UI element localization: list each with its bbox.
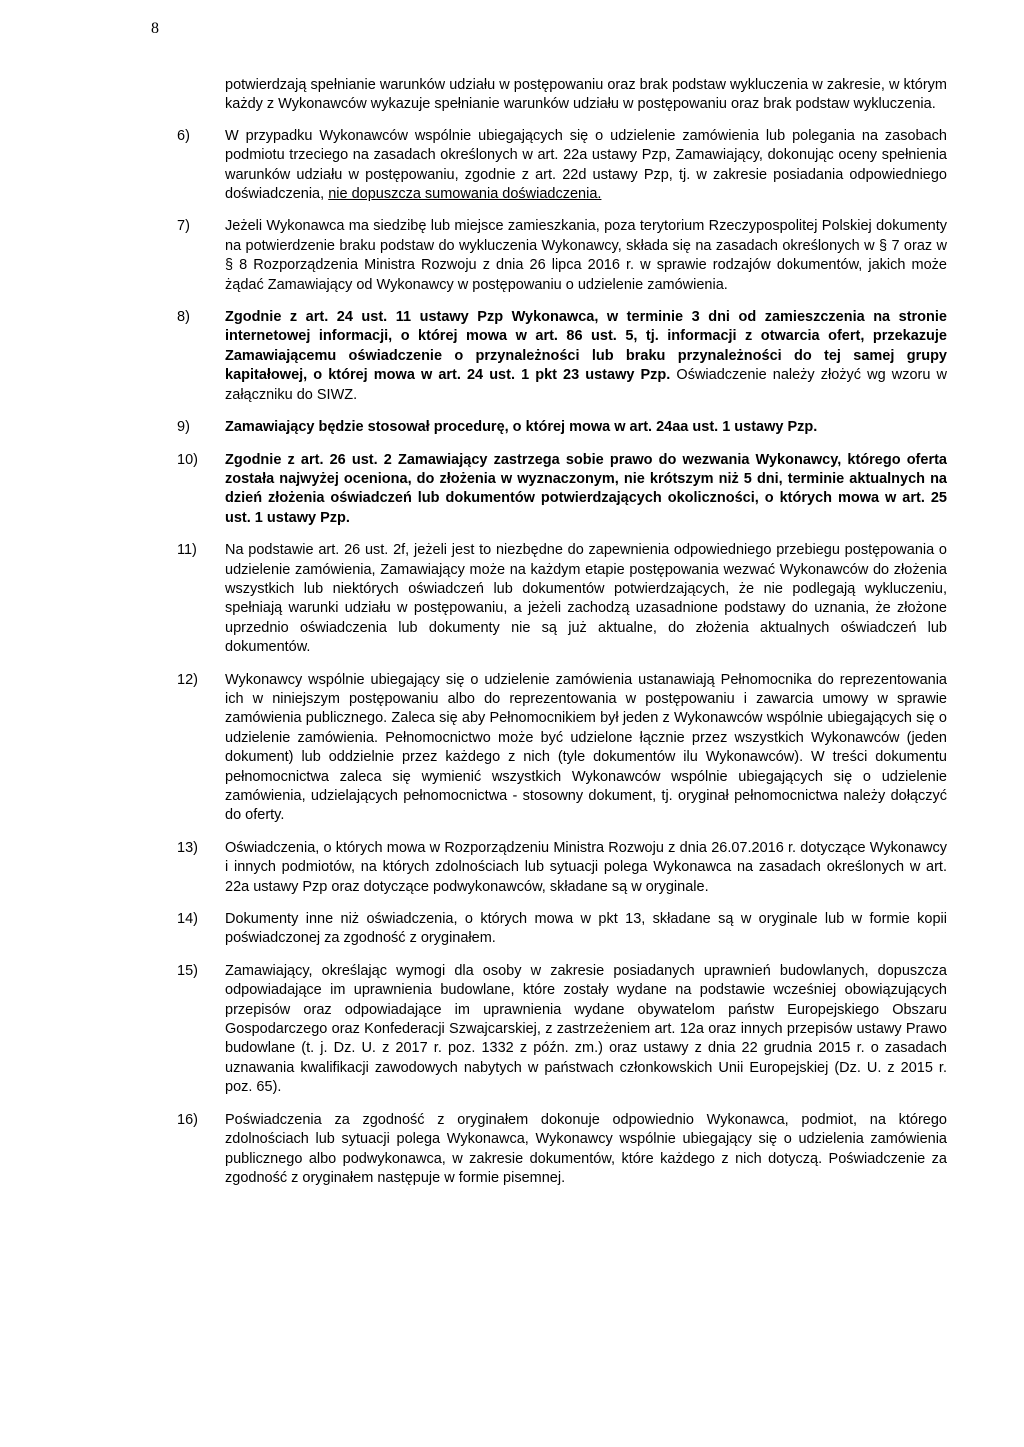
item-text-plain: Oświadczenie należy złożyć wg wzoru w załączniku do SIWZ.	[225, 367, 948, 403]
item-number: 10)	[177, 451, 198, 468]
document-body	[177, 76, 948, 1201]
item-text: Jeżeli Wykonawca ma siedzibę lub miejsce zamieszkania, poza terytorium Rzeczypospolitej Polskiej dokumenty na potwierdzenie braku podstaw do wykluczenia Wykonawcy, składa się na zasadach określonych w § 7 oraz w § 8 Rozporządzenia Ministra Rozwoju z dnia 26 lipca 2016 r. w sprawie rodzajów dokumentów, jakich może żądać Zamawiający od Wykonawcy w postępowaniu o udzielenie zamówienia.	[225, 218, 947, 293]
list-item-6	[177, 127, 947, 205]
page-number: 8	[151, 20, 159, 37]
item-number: 7)	[177, 218, 190, 235]
item-text-plain: W przypadku Wykonawców wspólnie ubiegających się o udzielenie zamówienia lub polegania na zasobach podmiotu trzeciego na zasadach określonych w art. 22a ustawy Pzp, Zamawiający, dokonując oceny spełnienia warunków udziału w postępowaniu, zgodnie z art. 22d ustawy Pzp, tj. w zakresie posiadania odpowiedniego doświadczenia,	[225, 127, 947, 203]
item-text: Dokumenty inne niż oświadczenia, o których mowa w pkt 13, składane są w oryginale lub w formie kopii poświadczonej za zgodność z oryginałem.	[225, 911, 947, 947]
list-item-7	[177, 217, 947, 295]
list-item-12	[177, 671, 947, 826]
item-text: Poświadczenia za zgodność z oryginałem dokonuje odpowiednio Wykonawca, podmiot, na którego zdolnościach lub sytuacji polega Wykonawca, Wykonawcy wspólnie ubiegający się o udzielenia zamówienia publicznego albo podwykonawca, w zakresie dokumentów, które każdego z nich dotyczą. Poświadczenie za zgodność z oryginałem następuje w formie pisemnej.	[225, 1111, 947, 1186]
list-item-8	[177, 308, 948, 405]
item-number: 13)	[177, 839, 198, 856]
list-item-15	[177, 962, 947, 1098]
lead-paragraph: potwierdzają spełnianie warunków udziału w postępowaniu oraz brak podstaw wykluczenia w zakresie, w którym każdy z Wykonawców wykazuje spełnianie warunków udziału w postępowaniu oraz brak podstaw wykluczenia.	[225, 77, 947, 113]
list-item-11	[177, 541, 947, 657]
item-text: Wykonawcy wspólnie ubiegający się o udzielenie zamówienia ustanawiają Pełnomocnika do reprezentowania ich w niniejszym postępowaniu albo do reprezentowania w postępowaniu i zawarcia umowy w sprawie zamówienia publicznego. Zaleca się aby Pełnomocnikiem był jeden z Wykonawców wspólnie ubiegających się o udzielenie zamówienia. Pełnomocnictwo może być udzielone łącznie przez wszystkich Wykonawców (jeden dokument) lub oddzielnie przez każdego z nich (tyle dokumentów ilu Wykonawców). W treści dokumentu pełnomocnictwa zaleca się wymienić wszystkich Wykonawców wspólnie ubiegających się o udzielenie zamówienia, udzielających pełnomocnictwa - stosowny dokument, tj. oryginał pełnomocnictwa należy dołączyć do oferty.	[225, 671, 947, 824]
list-item-13	[177, 839, 947, 897]
item-number: 6)	[177, 127, 190, 144]
item-number: 14)	[177, 911, 198, 928]
item-text: Na podstawie art. 26 ust. 2f, jeżeli jest to niezbędne do zapewnienia odpowiedniego przebiegu postępowania o udzielenie zamówienia, Zamawiający może na każdym etapie postępowania wezwać Wykonawców do złożenia wszystkich lub niektórych oświadczeń lub dokumentów potwierdzających, że nie podlegają wykluczeniu, spełniają warunki udziału w postępowaniu, a jeżeli zachodzą uzasadnione podstawy do uznania, że złożone uprzednio oświadczenia lub dokumenty nie są już aktualne, do złożenia aktualnych oświadczeń lub dokumentów.	[225, 542, 947, 656]
item-text: Oświadczenia, o których mowa w Rozporządzeniu Ministra Rozwoju z dnia 26.07.2016 r. dotyczące Wykonawcy i innych podmiotów, na których zdolnościach lub sytuacji polega Wykonawca na zasadach określonych w art. 22a ustawy Pzp oraz dotyczące podwykonawców, składane są w oryginale.	[225, 839, 947, 895]
item-text	[225, 308, 947, 405]
item-text-bold: Zgodnie z art. 26 ust. 2 Zamawiający zastrzega sobie prawo do wezwania Wykonawcy, którego oferta została najwyżej oceniona, do złożenia w wyznaczonym, nie krótszym niż 5 dni, terminie aktualnych na dzień złożenia oświadczeń lub dokumentów potwierdzających okoliczności, o których mowa w art. 25 ust. 1 ustawy Pzp.	[225, 451, 947, 526]
list-item-14	[177, 910, 947, 949]
list-item-9	[177, 418, 947, 437]
item-text-bold: Zgodnie z art. 24 ust. 11 ustawy Pzp Wykonawca, w terminie 3 dni od zamieszczenia na stronie internetowej informacji, o której mowa w art. 86 ust. 5, tj. informacji z otwarcia ofert, przekazuje Zamawiającemu oświadczenie o przynależności lub braku przynależności do tej samej grupy kapitałowej, o której mowa w art. 24 ust. 1 pkt 23 ustawy Pzp.	[225, 309, 947, 384]
item-number: 8)	[177, 309, 190, 326]
item-number: 9)	[177, 419, 190, 436]
item-number: 15)	[177, 962, 198, 979]
item-number: 12)	[177, 671, 198, 688]
list-item-16	[177, 1111, 947, 1189]
item-text: Zamawiający, określając wymogi dla osoby w zakresie posiadanych uprawnień budowlanych, dopuszcza odpowiadające im uprawnienia budowlane, które zostały wydane na podstawie wcześniej obowiązujących przepisów oraz odpowiadające im uprawnienia wydane obywatelom państw Europejskiego Obszaru Gospodarczego oraz Konfederacji Szwajcarskiej, z zastrzeżeniem art. 12a oraz innych przepisów ustawy Prawo budowlane (t. j. Dz. U. z 2017 r. poz. 1332 z późn. zm.) oraz ustawy z dnia 22 grudnia 2015 r. o zasadach uznawania kwalifikacji zawodowych nabytych w państwach członkowskich Unii Europejskiej (Dz. U. z 2015 r. poz. 65).	[225, 962, 947, 1096]
item-number: 11)	[177, 542, 197, 559]
item-text-bold: Zamawiający będzie stosował procedurę, o której mowa w art. 24aa ust. 1 ustawy Pzp.	[225, 419, 818, 436]
item-text-underlined: nie dopuszcza sumowania doświadczenia.	[328, 186, 602, 203]
list-item-10	[177, 451, 947, 529]
item-text	[225, 127, 947, 205]
item-number: 16)	[177, 1111, 198, 1128]
